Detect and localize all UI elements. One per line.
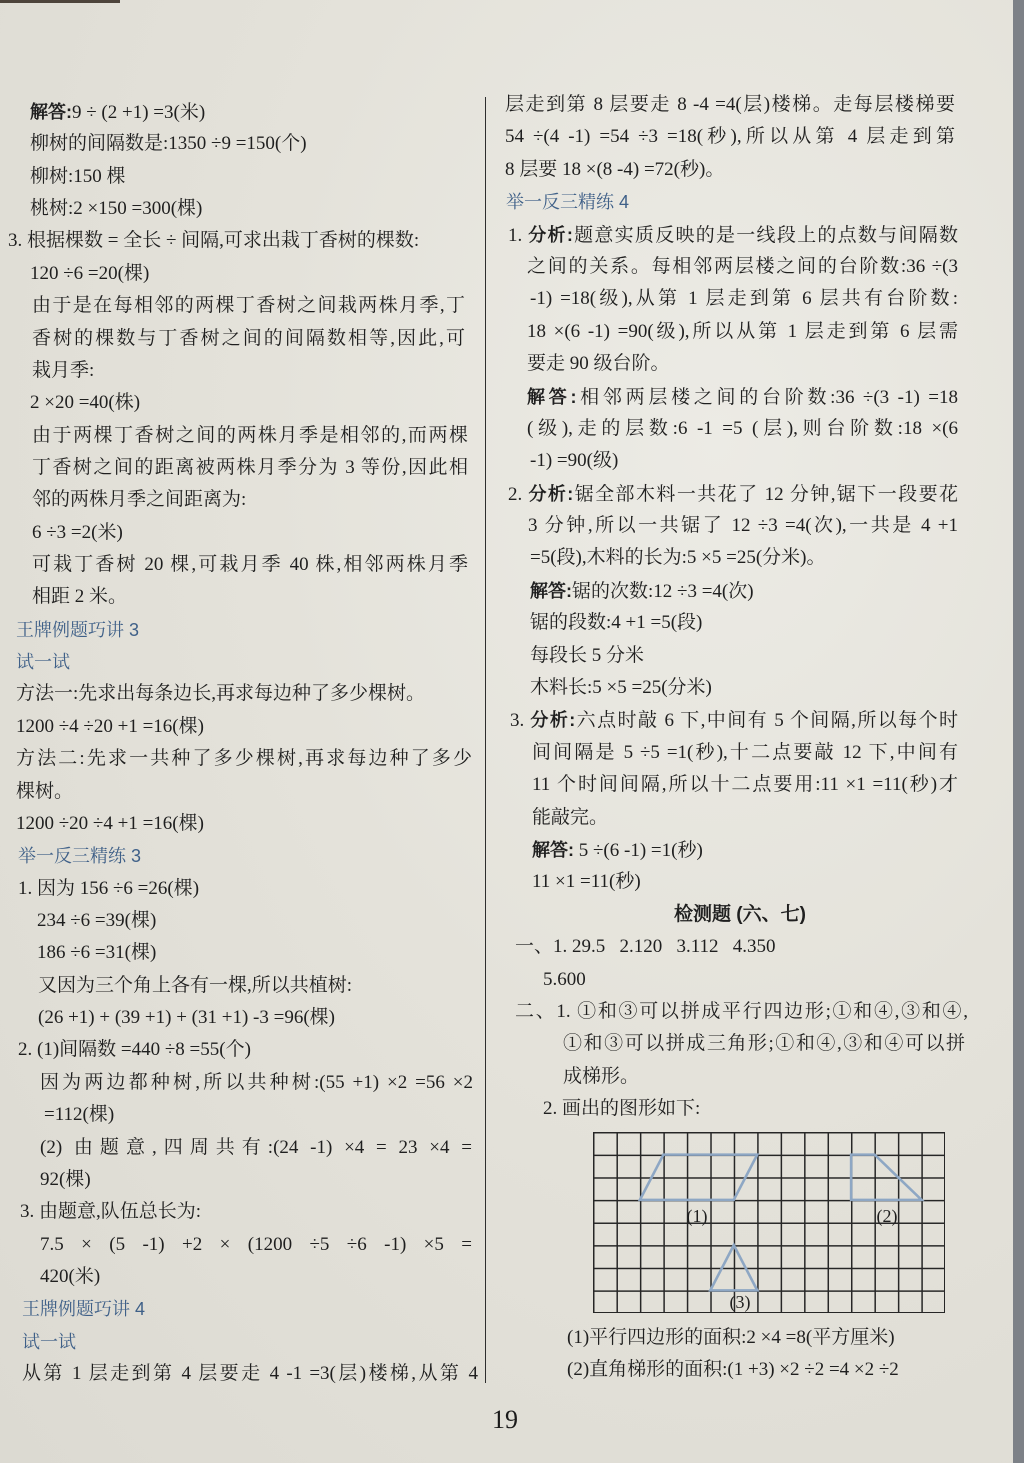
text-line: 香树的棵数与丁香树之间的间隔数相等,因此,可 (32, 327, 465, 349)
line-text: 题意实质反映的是一线段上的点数与间隔数 (572, 224, 958, 246)
text-line: 11 个时间间隔,所以十二点要用:11 ×1 =11(秒)才 (532, 774, 958, 796)
text-line: =112(棵) (44, 1104, 115, 1126)
text-line: (1)平行四边形的面积:2 ×4 =8(平方厘米) (567, 1326, 895, 1348)
square-grid (593, 1132, 945, 1313)
text-line: 120 ÷6 =20(棵) (30, 262, 150, 284)
text-line (527, 381, 958, 413)
page-edge (1013, 0, 1024, 1463)
text-line: 方法一:先求出每条边长,再求每边种了多少棵树。 (16, 683, 426, 705)
scan-edge-shadow (0, 0, 120, 3)
right-column (0, 89, 1013, 1386)
text-line: =5(段),木料的长为:5 ×5 =25(分米)。 (530, 547, 826, 569)
text-line: 420(米) (40, 1265, 101, 1287)
answer-label: 解答: (30, 102, 72, 122)
line-text: 六点时敲 6 下,中间有 5 个间隔,所以每个时 (575, 710, 958, 732)
line-text: 相邻两层楼之间的台阶数:36 ÷(3 -1) =18 (576, 386, 958, 408)
analysis-label: 分析: (528, 224, 573, 245)
text-line: 相距 2 米。 (32, 586, 128, 608)
text-line: 丁香树之间的距离被两株月季分为 3 等份,因此相 (32, 456, 468, 478)
text-line (508, 478, 958, 510)
text-line: 由于两棵丁香树之间的两株月季是相邻的,而两棵 (32, 424, 468, 446)
line-text: 5 ÷(6 -1) =1(秒) (574, 839, 703, 861)
text-line: 186 ÷6 =31(棵) (37, 942, 157, 964)
analysis-label: 分析: (530, 710, 576, 731)
item-number: 1. (508, 224, 529, 246)
text-line: 1200 ÷20 ÷4 +1 =16(棵) (16, 812, 204, 834)
text-line: (2) 由题意,四周共有:(24 -1) ×4 = 23 ×4 = (40, 1136, 472, 1158)
text-line: 柳树:150 棵 (30, 165, 126, 187)
text-line: 一、1. 29.5 2.120 3.112 4.350 (515, 936, 776, 958)
line-text: 锯的次数:12 ÷3 =4(次) (572, 580, 754, 602)
text-line: 1. 因为 156 ÷6 =26(棵) (18, 877, 200, 899)
answer-label: 解答: (527, 386, 577, 407)
line-text: 9 ÷ (2 +1) =3(米) (72, 102, 206, 123)
text-line: 邻的两株月季之间距离为: (32, 489, 247, 511)
subsection-heading: 试一试 (22, 1331, 76, 1352)
text-line: 92(棵) (40, 1168, 91, 1190)
triangle-shape (710, 1245, 757, 1290)
page-number: 19 (492, 1405, 518, 1434)
text-line: 又因为三个角上各有一棵,所以共植树: (38, 974, 353, 996)
answer-label: 解答: (530, 580, 572, 601)
text-line: 18 ×(6 -1) =90(级),所以从第 1 层走到第 6 层需 (527, 320, 958, 342)
line-text: 锯全部木料一共花了 12 分钟,锯下一段要花 (573, 483, 958, 505)
text-line: 2 ×20 =40(株) (30, 392, 141, 414)
answer-label: 解答: (532, 839, 574, 860)
text-line: 木料长:5 ×5 =25(分米) (530, 677, 712, 699)
text-line: (2)直角梯形的面积:(1 +3) ×2 ÷2 =4 ×2 ÷2 (567, 1359, 899, 1381)
text-line: 2. 画出的图形如下: (543, 1098, 701, 1120)
text-line: 棵树。 (16, 780, 74, 802)
text-line (530, 575, 1013, 607)
text-line: 之间的关系。每相邻两层楼之间的台阶数:36 ÷(3 (527, 255, 958, 277)
item-number: 3. (510, 710, 531, 732)
grid-diagram-block (0, 1126, 1013, 1322)
test-title: 检测题 (六、七) (674, 903, 806, 925)
text-line: 从第 1 层走到第 4 层要走 4 -1 =3(层)楼梯,从第 4 (22, 1363, 478, 1385)
shape-label-2: (2) (876, 1205, 898, 1226)
text-line: ①和③可以拼成三角形;①和④,③和④可以拼 (563, 1033, 965, 1055)
shape-label-1: (1) (686, 1205, 708, 1226)
parallelogram-shape (640, 1154, 757, 1199)
text-line: (26 +1) + (39 +1) + (31 +1) -3 =96(棵) (38, 1007, 335, 1029)
text-line: 2. (1)间隔数 =440 ÷8 =55(个) (18, 1039, 251, 1061)
text-line: 可栽丁香树 20 棵,可栽月季 40 株,相邻两株月季 (32, 554, 468, 576)
text-line: 方法二:先求一共种了多少棵树,再求每边种了多少 (16, 748, 472, 770)
text-line: 桃树:2 ×150 =300(棵) (30, 198, 203, 220)
text-line: 由于是在每相邻的两棵丁香树之间栽两株月季,丁 (32, 295, 465, 317)
text-line: 锯的段数:4 +1 =5(段) (530, 612, 703, 634)
text-line: 7.5 × (5 -1) +2 × (1200 ÷5 ÷6 -1) ×5 = (40, 1233, 472, 1255)
subsection-heading: 试一试 (16, 652, 70, 673)
text-line: 间间隔是 5 ÷5 =1(秒),十二点要敲 12 下,中间有 (532, 741, 958, 763)
text-line: 234 ÷6 =39(棵) (37, 909, 157, 931)
text-line: (级),走的层数:6 -1 =5 (层),则台阶数:18 ×(6 (527, 417, 958, 439)
text-line: 柳树的间隔数是:1350 ÷9 =150(个) (30, 133, 307, 155)
text-line: 11 ×1 =11(秒) (532, 871, 641, 893)
analysis-label: 分析: (528, 483, 574, 504)
section-heading: 举一反三精练 4 (506, 192, 630, 213)
text-line (508, 219, 958, 251)
text-line: -1) =18(级),从第 1 层走到第 6 层共有台阶数: (530, 288, 958, 310)
text-line: 每段长 5 分米 (530, 644, 645, 666)
text-line: 3. 由题意,队伍总长为: (20, 1201, 202, 1223)
section-heading: 王牌例题巧讲 4 (22, 1299, 146, 1320)
text-line: 1200 ÷4 ÷20 +1 =16(棵) (16, 715, 204, 737)
text-line: 3 分钟,所以一共锯了 12 ÷3 =4(次),一共是 4 +1 (528, 515, 958, 537)
text-line (510, 704, 958, 736)
text-line: 二、1. ①和③可以拼成平行四边形;①和④,③和④, (515, 1000, 968, 1022)
text-line: 54 ÷(4 -1) =54 ÷3 =18(秒),所以从第 4 层走到第 (505, 126, 955, 148)
text-line: 5.600 (543, 968, 586, 990)
text-line: 要走 90 级台阶。 (527, 353, 670, 375)
text-line: 3. 根据棵数 = 全长 ÷ 间隔,可求出栽丁香树的棵数: (8, 230, 420, 252)
text-line: -1) =90(级) (530, 450, 619, 472)
section-heading: 王牌例题巧讲 3 (16, 619, 140, 640)
item-number: 2. (508, 483, 529, 505)
text-line: 因为两边都种树,所以共种树:(55 +1) ×2 =56 ×2 (40, 1071, 473, 1093)
right-trapezoid-shape (851, 1154, 921, 1199)
section-heading: 举一反三精练 3 (18, 846, 142, 867)
text-line (532, 834, 1013, 866)
text-line: 层走到第 8 层要走 8 -4 =4(层)楼梯。走每层楼梯要 (505, 94, 955, 115)
text-line: 成梯形。 (563, 1065, 640, 1087)
text-line: 6 ÷3 =2(米) (32, 521, 123, 543)
text-line: 能敲完。 (532, 806, 609, 828)
text-line: 8 层要 18 ×(8 -4) =72(秒)。 (505, 158, 725, 180)
shape-label-3: (3) (729, 1291, 751, 1312)
text-line: 栽月季: (32, 359, 95, 381)
